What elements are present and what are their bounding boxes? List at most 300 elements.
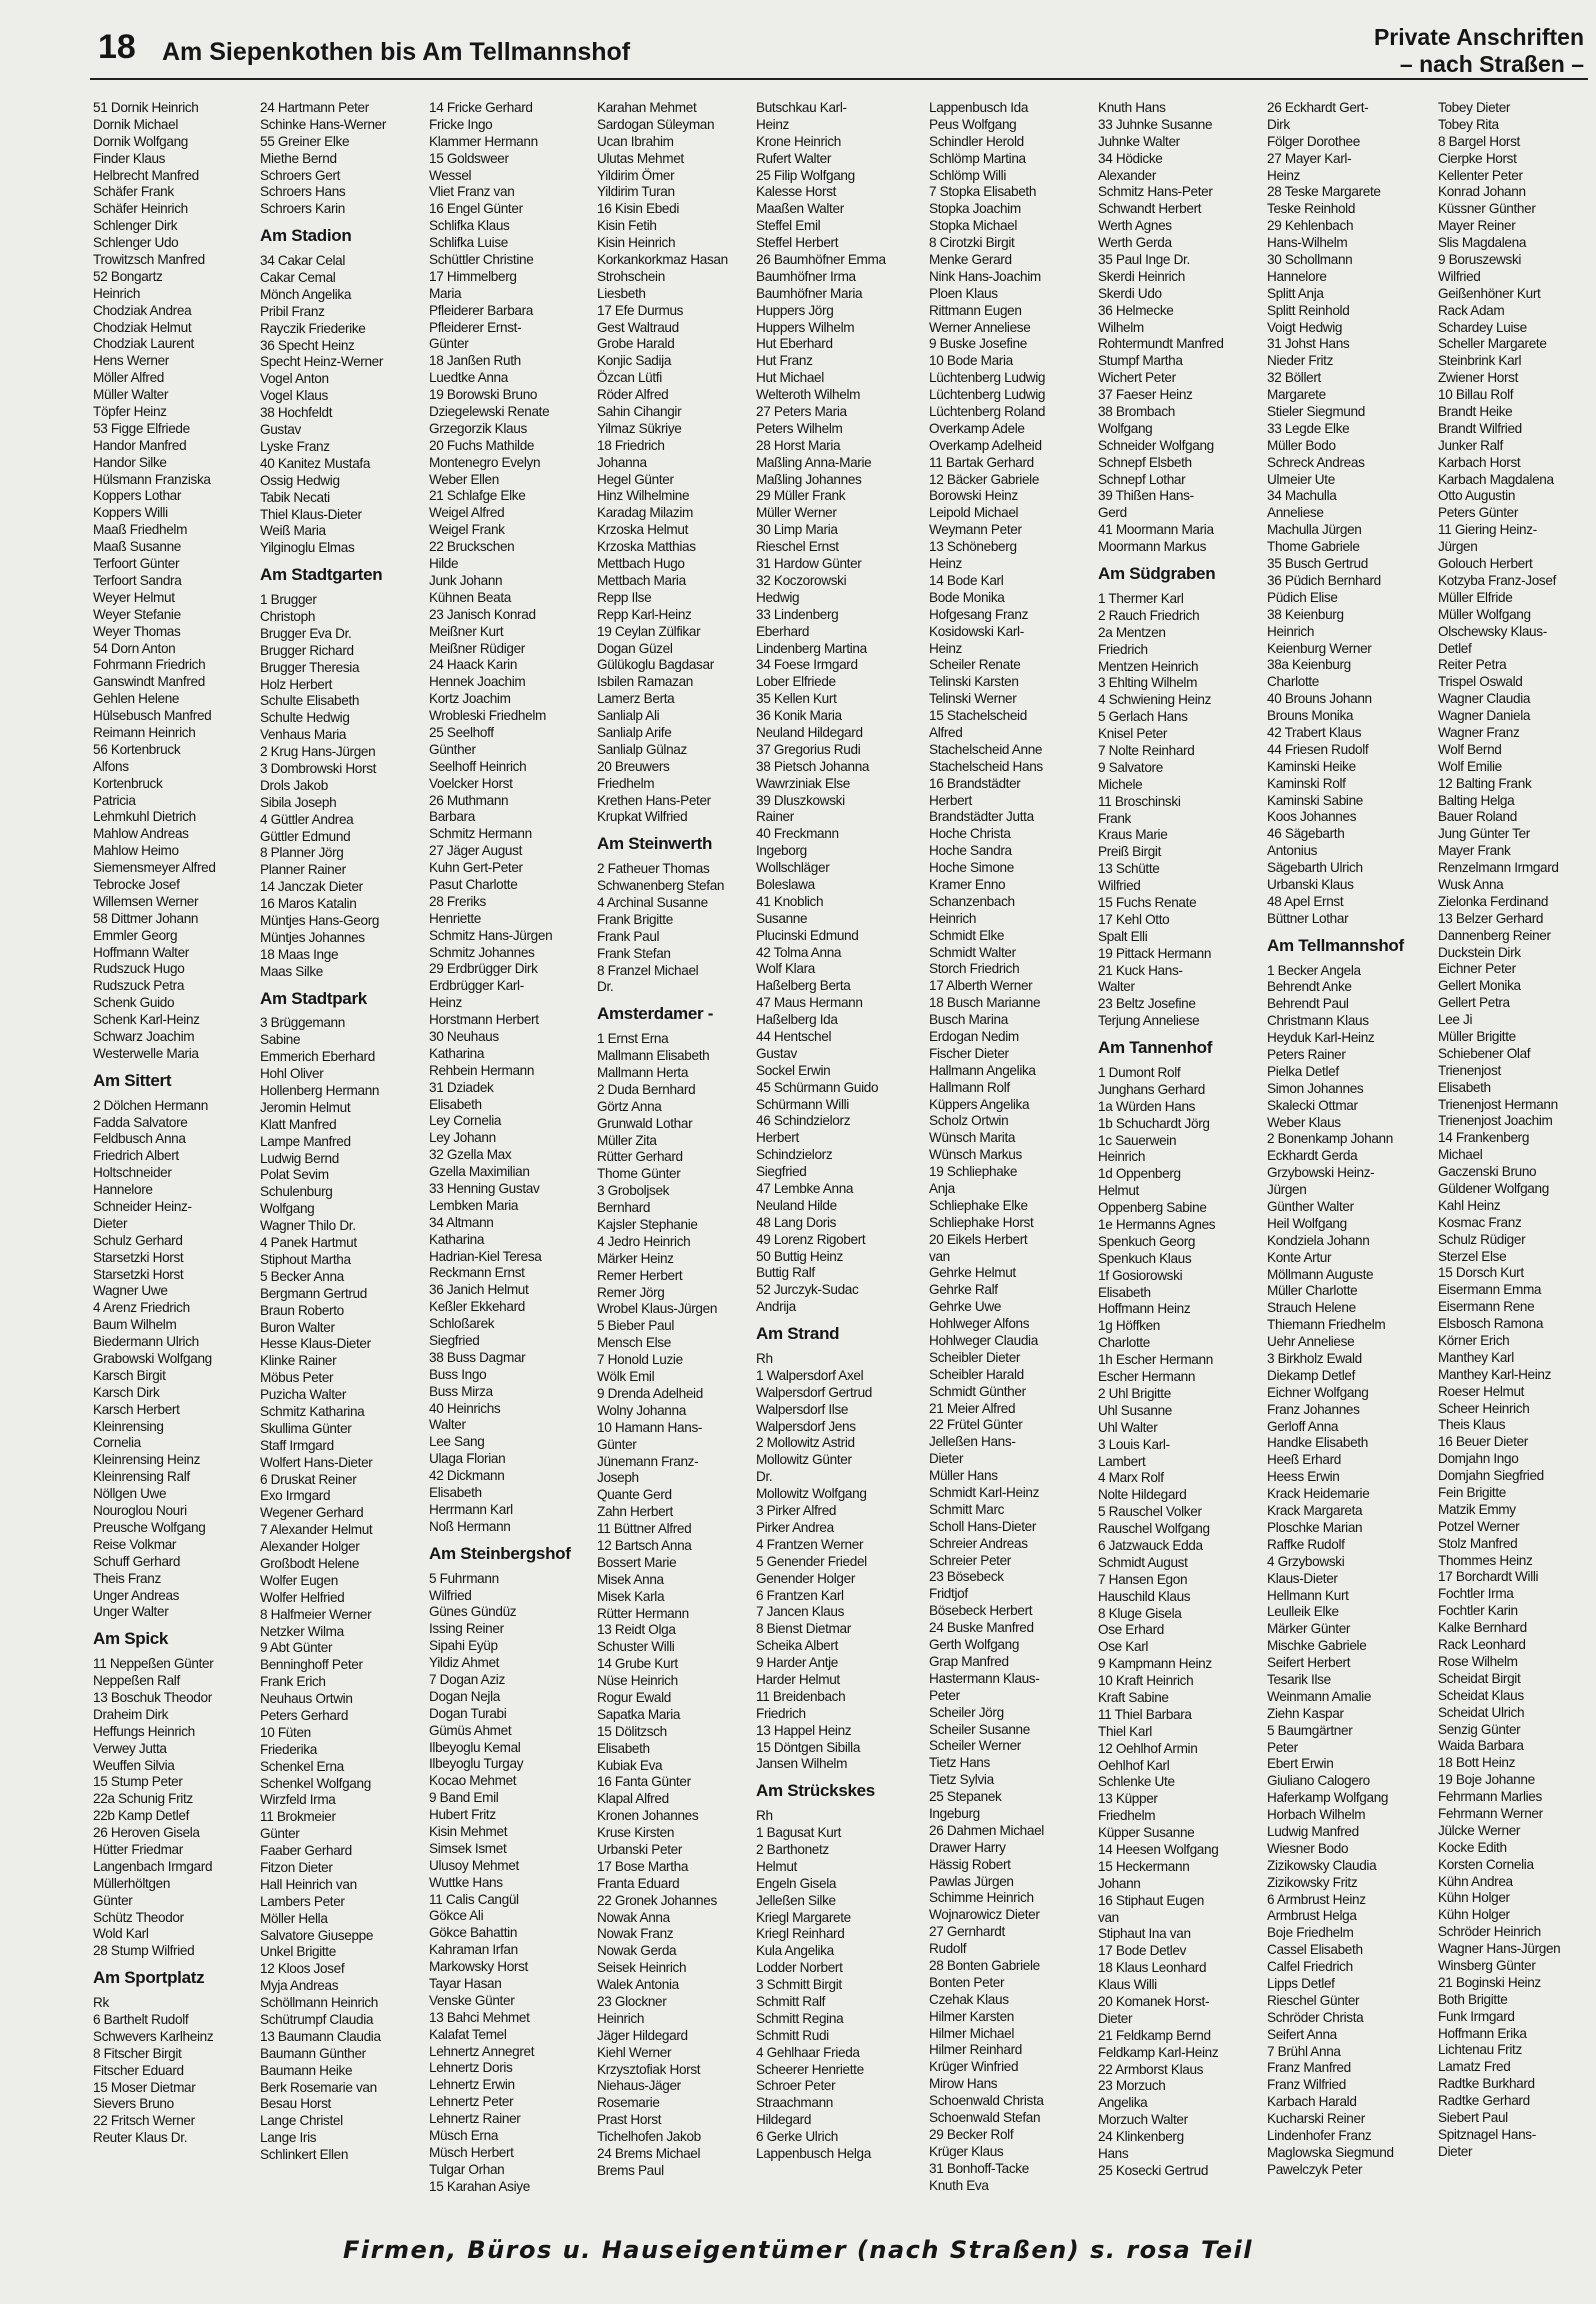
resident-entry: 14 Fricke Gerhard (429, 100, 533, 115)
resident-entry: Nüse Heinrich (597, 1673, 678, 1689)
resident-entry: Rack Adam (1438, 302, 1505, 318)
resident-entry: Gellert Monika (1438, 978, 1521, 994)
resident-entry: Storch Friedrich (929, 961, 1020, 977)
street-heading: Am Steinwerth (597, 834, 713, 854)
resident-entry: 3 Dombrowski Horst (260, 760, 377, 776)
resident-entry: Kaminski Sabine (1267, 792, 1363, 808)
resident-entry: Nouroglou Nouri (93, 1503, 187, 1519)
street-heading: Am Strand (756, 1324, 840, 1344)
resident-entry: 46 Schindzielorz (756, 1113, 851, 1129)
resident-entry: Rk (93, 1995, 109, 2011)
resident-entry: 49 Lorenz Rigobert (756, 1231, 866, 1247)
resident-entry: Welteroth Wilhelm (756, 387, 861, 403)
resident-entry: Matzik Emmy (1438, 1501, 1516, 1517)
resident-entry: Kalke Bernhard (1438, 1620, 1527, 1636)
resident-entry: 18 Friedrich (597, 437, 665, 453)
resident-entry: Schenk Guido (93, 995, 175, 1011)
resident-entry: Junk Johann (429, 572, 503, 588)
resident-entry: Koos Johannes (1267, 809, 1357, 825)
resident-entry: Hilmer Karsten (929, 2008, 1014, 2024)
page-header (90, 22, 1590, 78)
resident-entry: Dirk (1267, 116, 1290, 132)
resident-entry: Hut Michael (756, 370, 824, 386)
resident-entry: 23 Glockner (597, 1994, 667, 2009)
resident-entry: 34 Hödicke (1098, 150, 1163, 166)
resident-entry: Sockel Erwin (756, 1062, 831, 1078)
resident-entry: Niehaus-Jäger (597, 2078, 681, 2094)
resident-entry: Sterzel Else (1438, 1248, 1507, 1264)
resident-entry: 4 Schwiening Heinz (1098, 692, 1212, 708)
resident-entry: Scheiler Renate (929, 657, 1021, 673)
resident-entry: Skalecki Ottmar (1267, 1097, 1358, 1113)
resident-entry: Rayczik Friederike (260, 320, 366, 336)
resident-entry: 21 Kuck Hans- (1098, 962, 1183, 978)
resident-entry: 15 Stump Peter (93, 1774, 183, 1790)
resident-entry: Seelhoff Heinrich (429, 758, 527, 774)
resident-entry: Margarete (1267, 387, 1326, 403)
resident-entry: Engeln Gisela (756, 1875, 837, 1891)
resident-entry: 15 Moser Dietmar (93, 2079, 196, 2095)
resident-entry: Scheller Margarete (1438, 336, 1547, 352)
resident-entry: Günter (597, 1436, 637, 1452)
resident-entry: Hellmann Kurt (1267, 1587, 1349, 1603)
resident-entry: Barbara (429, 809, 475, 825)
resident-entry: Christmann Klaus (1267, 1013, 1369, 1029)
resident-entry: Kramer Enno (929, 876, 1006, 892)
resident-entry: 15 Döntgen Sibilla (756, 1739, 861, 1755)
section-heading (1374, 24, 1584, 78)
resident-entry: Emmler Georg (93, 927, 178, 943)
resident-entry: 38 Buss Dagmar (429, 1349, 526, 1365)
resident-entry: 2 Uhl Brigitte (1098, 1385, 1171, 1401)
resident-entry: Lamerz Berta (597, 691, 675, 707)
resident-entry: 11 Broschinski (1098, 793, 1181, 809)
resident-entry: Schreier Andreas (929, 1535, 1028, 1551)
resident-entry: 19 Borowski Bruno (429, 387, 538, 403)
resident-entry: Gümüs Ahmet (429, 1722, 512, 1738)
resident-entry: Hilmer Reinhard (929, 2042, 1022, 2058)
resident-entry: Lipps Detlef (1267, 1975, 1335, 1991)
resident-entry: Hildegard (756, 2112, 812, 2128)
resident-entry: 26 Muthmann (429, 792, 509, 808)
resident-entry: 31 Johst Hans (1267, 336, 1350, 352)
resident-entry: Splitt Anja (1267, 285, 1324, 301)
resident-entry: Walpersdorf Gertrud (756, 1384, 872, 1400)
resident-entry: 1 Brugger (260, 592, 317, 608)
resident-entry: Kotzyba Franz-Josef (1438, 572, 1557, 588)
resident-entry: Schneider Heinz- (93, 1199, 192, 1215)
resident-entry: Konrad Johann (1438, 184, 1526, 200)
resident-entry: Kisin Heinrich (597, 235, 676, 251)
resident-entry: Schlenger Udo (93, 235, 179, 251)
resident-entry: Ludwig Manfred (1267, 1823, 1359, 1839)
resident-entry: Schöllmann Heinrich (260, 1995, 379, 2011)
resident-entry: 7 Nolte Reinhard (1098, 742, 1195, 758)
resident-entry: Fochtler Irma (1438, 1586, 1514, 1602)
resident-entry: 58 Dittmer Johann (93, 910, 199, 926)
resident-entry: 17 Efe Durmus (597, 302, 684, 318)
resident-entry: Michael (1438, 1147, 1483, 1163)
resident-entry: Schanzenbach (929, 893, 1015, 909)
resident-entry: Nowak Franz (597, 1926, 674, 1942)
resident-entry: Neuland Hildegard (756, 724, 863, 740)
resident-entry: Rh (756, 1351, 773, 1367)
resident-entry: 27 Mayer Karl- (1267, 150, 1352, 166)
resident-entry: Schmidt August (1098, 1554, 1188, 1570)
resident-entry: Kriegl Margarete (756, 1909, 851, 1925)
resident-entry: Hohlweger Alfons (929, 1316, 1030, 1332)
resident-entry: Wilhelm (1098, 319, 1144, 335)
resident-entry: Tobey Dieter (1438, 100, 1511, 115)
resident-entry: Elsbosch Ramona (1438, 1316, 1544, 1332)
resident-entry: 41 Moormann Maria (1098, 522, 1214, 538)
resident-entry: Siemensmeyer Alfred (93, 860, 216, 876)
resident-entry: Otto Augustin (1438, 488, 1516, 504)
resident-entry: Straachmann (756, 2095, 834, 2111)
resident-entry: Jürgen (1438, 539, 1478, 555)
resident-entry: Müsch Herbert (429, 2144, 514, 2160)
resident-entry: 26 Dahmen Michael (929, 1822, 1044, 1838)
resident-entry: Gökce Ali (429, 1908, 484, 1924)
resident-entry: Gülükoglu Bagdasar (597, 657, 714, 673)
resident-entry: Karsch Herbert (93, 1401, 180, 1417)
resident-entry: Repp Ilse (597, 589, 652, 605)
resident-entry: Handor Manfred (93, 437, 187, 453)
resident-entry: Siegfried (429, 1333, 480, 1349)
resident-entry: Alfons (93, 758, 129, 774)
resident-entry: Eichner Wolfgang (1267, 1384, 1369, 1400)
resident-entry: Ziehn Kaspar (1267, 1705, 1344, 1721)
resident-entry: Voigt Hedwig (1267, 319, 1343, 335)
resident-entry: Slis Magdalena (1438, 235, 1527, 251)
resident-entry: Großbodt Helene (260, 1555, 360, 1571)
resident-entry: Weiß Maria (260, 523, 326, 539)
resident-entry: Remer Herbert (597, 1267, 683, 1283)
resident-entry: 14 Bode Karl (929, 572, 1004, 588)
resident-entry: Boje Friedhelm (1267, 1925, 1354, 1941)
resident-entry: 3 Schmitt Birgit (756, 1977, 842, 1993)
resident-entry: 4 Panek Hartmut (260, 1235, 357, 1251)
resident-entry: Fischer Dieter (929, 1045, 1009, 1061)
resident-entry: Möller Hella (260, 1910, 328, 1926)
resident-entry: 27 Jäger August (429, 843, 522, 859)
resident-entry: Exo Irmgard (260, 1488, 331, 1504)
resident-entry: 16 Fanta Günter (597, 1774, 691, 1790)
resident-entry: Leipold Michael (929, 505, 1019, 521)
resident-entry: 55 Greiner Elke (260, 133, 350, 149)
resident-entry: Ilbeyoglu Turgay (429, 1756, 524, 1772)
resident-entry: 38a Keienburg (1267, 657, 1351, 673)
resident-entry: Wolfert Hans-Dieter (260, 1454, 373, 1470)
resident-entry: Ingeburg (929, 1805, 980, 1821)
resident-entry: 23 Beltz Josefine (1098, 996, 1196, 1012)
resident-entry: Jelleßen Silke (756, 1892, 836, 1908)
resident-entry: Friedrich (1098, 641, 1148, 657)
resident-entry: Hoffmann Heinz (1098, 1301, 1191, 1317)
resident-entry: Rieschel Günter (1267, 1992, 1360, 2008)
resident-entry: 1g Höffken (1098, 1318, 1160, 1334)
resident-entry: Vogel Anton (260, 371, 329, 387)
resident-entry: Schreier Peter (929, 1552, 1011, 1568)
resident-entry: Müntjes Johannes (260, 929, 365, 945)
resident-entry: 47 Lembke Anna (756, 1181, 854, 1196)
resident-entry: Telinski Werner (929, 691, 1017, 707)
resident-entry: 30 Limp Maria (756, 522, 838, 538)
resident-entry: Peters Günter (1438, 505, 1519, 521)
resident-entry: Hoffmann Erika (1438, 2025, 1527, 2041)
resident-entry: Berk Rosemarie van (260, 2079, 377, 2095)
resident-entry: Büttner Lothar (1267, 910, 1349, 926)
resident-entry: 7 Honold Luzie (597, 1352, 683, 1368)
resident-entry: Brugger Eva Dr. (260, 625, 352, 641)
resident-entry: 42 Trabert Klaus (1267, 724, 1362, 740)
resident-entry: Möllmann Auguste (1267, 1266, 1374, 1282)
resident-entry: Schoenwald Stefan (929, 2109, 1041, 2125)
resident-entry: 36 Janich Helmut (429, 1282, 529, 1298)
resident-entry: Gustav (756, 1045, 797, 1061)
resident-entry: Walek Antonia (597, 1977, 679, 1993)
resident-entry: 3 Pirker Alfred (756, 1503, 837, 1519)
resident-entry: 9 Drenda Adelheid (597, 1385, 703, 1401)
resident-entry: 7 Jancen Klaus (756, 1604, 845, 1620)
resident-entry: 19 Boje Johanne (1438, 1772, 1535, 1788)
resident-entry: Müller Werner (756, 505, 837, 521)
resident-entry: Küpper Susanne (1098, 1825, 1195, 1841)
resident-entry: 39 Dluszkowski (756, 792, 845, 808)
resident-entry: 17 Bode Detlev (1098, 1943, 1187, 1959)
resident-entry: Huppers Wilhelm (756, 319, 855, 335)
resident-entry: Hauschild Klaus (1098, 1588, 1191, 1604)
resident-entry: Simsek Ismet (429, 1840, 507, 1856)
resident-entry: Hesse Klaus-Dieter (260, 1336, 371, 1352)
resident-entry: Kula Angelika (756, 1943, 834, 1959)
resident-entry: 17 Bose Martha (597, 1858, 689, 1874)
resident-entry: 13 Schöneberg (929, 539, 1017, 555)
resident-entry: Scheerer Henriette (756, 2061, 864, 2077)
resident-entry: Dziegelewski Renate (429, 404, 550, 420)
resident-entry: Lehnertz Peter (429, 2094, 514, 2110)
resident-entry: Boleslawa (756, 876, 815, 892)
resident-entry: Montenegro Evelyn (429, 454, 541, 470)
resident-entry: Brems Paul (597, 2162, 664, 2178)
resident-entry: Karbach Horst (1438, 454, 1521, 470)
resident-entry: Müller Charlotte (1267, 1283, 1358, 1299)
resident-entry: Lehmkuhl Dietrich (93, 809, 196, 825)
resident-entry: Schliephake Elke (929, 1197, 1028, 1213)
resident-entry: Schwarz Joachim (93, 1028, 195, 1044)
resident-entry: Calfel Friedrich (1267, 1959, 1353, 1975)
resident-entry: Friedhelm (597, 775, 655, 791)
resident-entry: Kalafat Temel (429, 2026, 507, 2042)
resident-entry: Vliet Franz van (429, 184, 515, 200)
resident-entry: 25 Seelhoff (429, 724, 494, 740)
resident-entry: Lamatz Fred (1438, 2059, 1511, 2075)
page-number: 18 (98, 28, 136, 66)
resident-entry: Schüttler Christine (429, 252, 534, 268)
resident-entry: Maglowska Siegmund (1267, 2144, 1394, 2160)
resident-entry: Anneliese (1267, 505, 1324, 521)
resident-entry: Skerdi Udo (1098, 285, 1162, 301)
resident-entry: Friedhelm (1098, 1808, 1156, 1824)
resident-entry: 4 Gehlhaar Frieda (756, 2044, 860, 2060)
resident-entry: Theis Franz (93, 1570, 161, 1586)
resident-entry: Kronen Johannes (597, 1808, 699, 1824)
resident-entry: Preusche Wolfgang (93, 1519, 206, 1535)
resident-entry: Wagner Hans-Jürgen (1438, 1941, 1561, 1957)
resident-entry: Schulte Hedwig (260, 710, 350, 726)
resident-entry: Spalt Elli (1098, 928, 1148, 944)
resident-entry: Markowsky Horst (429, 1959, 528, 1975)
resident-entry: 1 Dumont Rolf (1098, 1065, 1181, 1081)
resident-entry: Oehlhof Karl (1098, 1757, 1170, 1773)
resident-entry: Fitzon Dieter (260, 1860, 333, 1875)
resident-entry: Detlef (1438, 640, 1472, 656)
resident-entry: 16 Brandstädter (929, 775, 1021, 791)
resident-entry: 24 Buske Manfred (929, 1620, 1034, 1636)
resident-entry: Hans-Wilhelm (1267, 235, 1348, 251)
resident-entry: Hubert Fritz (429, 1807, 496, 1823)
street-heading: Am Strückskes (756, 1781, 875, 1801)
resident-entry: Vogel Klaus (260, 388, 328, 404)
resident-entry: Butschkau Karl- (756, 100, 847, 115)
resident-entry: Wilfried (1438, 268, 1481, 284)
resident-entry: Schwevers Karlheinz (93, 2028, 214, 2044)
resident-entry: Koppers Lothar (93, 488, 182, 504)
resident-entry: Pawelczyk Peter (1267, 2161, 1363, 2177)
resident-entry: Rack Leonhard (1438, 1637, 1526, 1653)
resident-entry: Lampe Manfred (260, 1133, 351, 1149)
resident-entry: 22 Frütel Günter (929, 1417, 1023, 1433)
resident-entry: Bonten Peter (929, 1974, 1005, 1990)
resident-entry: 5 Baumgärtner (1267, 1722, 1353, 1738)
resident-entry: Dieter (1098, 2010, 1133, 2026)
resident-entry: Lambert (1098, 1453, 1146, 1469)
resident-entry: 7 Alexander Helmut (260, 1522, 373, 1538)
resident-entry: Drawer Harry (929, 1839, 1006, 1855)
resident-entry: 8 Halfmeier Werner (260, 1606, 372, 1622)
resident-entry: Peters Gerhard (260, 1707, 349, 1723)
resident-entry: Lembken Maria (429, 1197, 519, 1213)
resident-entry: Lyske Franz (260, 438, 330, 454)
resident-entry: Märker Heinz (597, 1250, 674, 1266)
resident-entry: Franta Eduard (597, 1875, 680, 1891)
resident-entry: Franz Johannes (1267, 1401, 1360, 1417)
resident-entry: Günther (429, 741, 476, 757)
resident-entry: Sanlialp Gülnaz (597, 741, 687, 757)
resident-entry: Kortz Joachim (429, 691, 511, 707)
resident-entry: 28 Teske Margarete (1267, 184, 1381, 200)
resident-entry: Lambers Peter (260, 1893, 345, 1909)
resident-entry: 1f Gosiorowski (1098, 1267, 1183, 1283)
resident-entry: Yildirim Ömer (597, 167, 675, 183)
resident-entry: Mollowitz Günter (756, 1452, 852, 1468)
resident-entry: Besau Horst (260, 2096, 331, 2112)
resident-entry: Kühn Holger (1438, 1907, 1510, 1923)
resident-entry: Polat Sevim (260, 1167, 329, 1183)
resident-entry: 8 Kluge Gisela (1098, 1605, 1182, 1621)
resident-entry: Reckmann Ernst (429, 1265, 525, 1281)
resident-entry: Genender Holger (756, 1570, 856, 1586)
resident-entry: Tobey Rita (1438, 116, 1499, 132)
resident-entry: Herrmann Karl (429, 1501, 513, 1517)
resident-entry: 47 Maus Hermann (756, 995, 863, 1011)
resident-entry: Rohtermundt Manfred (1098, 336, 1224, 352)
resident-entry: Meißner Rüdiger (429, 640, 525, 656)
resident-entry: Lehnertz Doris (429, 2060, 513, 2076)
resident-entry: 44 Friesen Rudolf (1267, 741, 1369, 757)
resident-entry: Sanlialp Arife (597, 724, 672, 740)
resident-entry: Noß Hermann (429, 1518, 511, 1534)
resident-entry: Günter (93, 1892, 133, 1908)
resident-entry: Maßling Anna-Marie (756, 454, 872, 470)
resident-entry: 18 Bott Heinz (1438, 1755, 1516, 1771)
resident-entry: Schnepf Elsbeth (1098, 454, 1192, 470)
resident-entry: Gehrke Ralf (929, 1282, 998, 1298)
resident-entry: Gzella Maximilian (429, 1164, 530, 1180)
resident-entry: Schindzielorz (756, 1147, 833, 1163)
resident-entry: 52 Jurczyk-Sudac (756, 1282, 859, 1298)
resident-entry: Zielonka Ferdinand (1438, 893, 1549, 909)
resident-entry: 50 Buttig Heinz (756, 1248, 843, 1264)
resident-entry: Ludwig Bernd (260, 1150, 339, 1166)
resident-entry: Thommes Heinz (1438, 1552, 1533, 1568)
resident-entry: 9 Band Emil (429, 1790, 499, 1806)
resident-entry: 42 Dickmann (429, 1468, 505, 1484)
resident-entry: 33 Lindenberg (756, 606, 839, 622)
resident-entry: Scheiler Susanne (929, 1721, 1030, 1737)
resident-entry: Brugger Theresia (260, 659, 360, 675)
resident-entry: Krzoska Helmut (597, 522, 689, 538)
resident-entry: Alexander Holger (260, 1539, 360, 1555)
resident-entry: 10 Bode Maria (929, 353, 1013, 369)
resident-entry: Kondziela Johann (1267, 1232, 1370, 1248)
resident-entry: Dannenberg Reiner (1438, 927, 1551, 943)
resident-entry: Henriette (429, 910, 482, 926)
resident-entry: Stiphout Martha (260, 1251, 351, 1267)
resident-entry: Stiphaut Ina van (1098, 1926, 1191, 1942)
resident-entry: Uhl Walter (1098, 1419, 1158, 1435)
resident-entry: Gehlen Helene (93, 691, 180, 707)
resident-entry: Grunwald Lothar (597, 1115, 693, 1131)
resident-entry: Kahl Heinz (1438, 1197, 1501, 1213)
resident-entry: Rudolf (929, 1941, 967, 1957)
resident-entry: Ossig Hedwig (260, 472, 340, 488)
resident-entry: Dogan Nejla (429, 1688, 500, 1704)
resident-entry: Katharina (429, 1231, 485, 1247)
resident-entry: 29 Becker Rolf (929, 2126, 1014, 2142)
resident-entry: Schmidt Elke (929, 927, 1005, 943)
resident-entry: Buss Ingo (429, 1366, 487, 1382)
resident-entry: 9 Buske Josefine (929, 336, 1027, 352)
resident-entry: Heinz (429, 995, 463, 1011)
resident-entry: Schneider Wolfgang (1098, 437, 1214, 453)
resident-entry: Handke Elisabeth (1267, 1435, 1368, 1451)
resident-entry: Tebrocke Josef (93, 876, 180, 892)
resident-entry: Specht Heinz-Werner (260, 354, 384, 370)
resident-entry: 15 Karahan Asiye (429, 2178, 530, 2194)
resident-entry: Jelleßen Hans- (929, 1434, 1016, 1450)
resident-entry: Sievers Bruno (93, 2096, 174, 2112)
resident-entry: Schmitt Marc (929, 1501, 1005, 1517)
resident-entry: Draheim Dirk (93, 1706, 169, 1722)
resident-entry: 12 Bartsch Anna (597, 1537, 692, 1553)
resident-entry: Lindenberg Martina (756, 640, 867, 656)
resident-entry: Horbach Wilhelm (1267, 1807, 1366, 1823)
resident-entry: Wünsch Marita (929, 1130, 1016, 1146)
resident-entry: Kriegl Reinhard (756, 1926, 845, 1942)
resident-entry: Fehrmann Werner (1438, 1805, 1543, 1821)
resident-entry: Maria (429, 285, 462, 301)
